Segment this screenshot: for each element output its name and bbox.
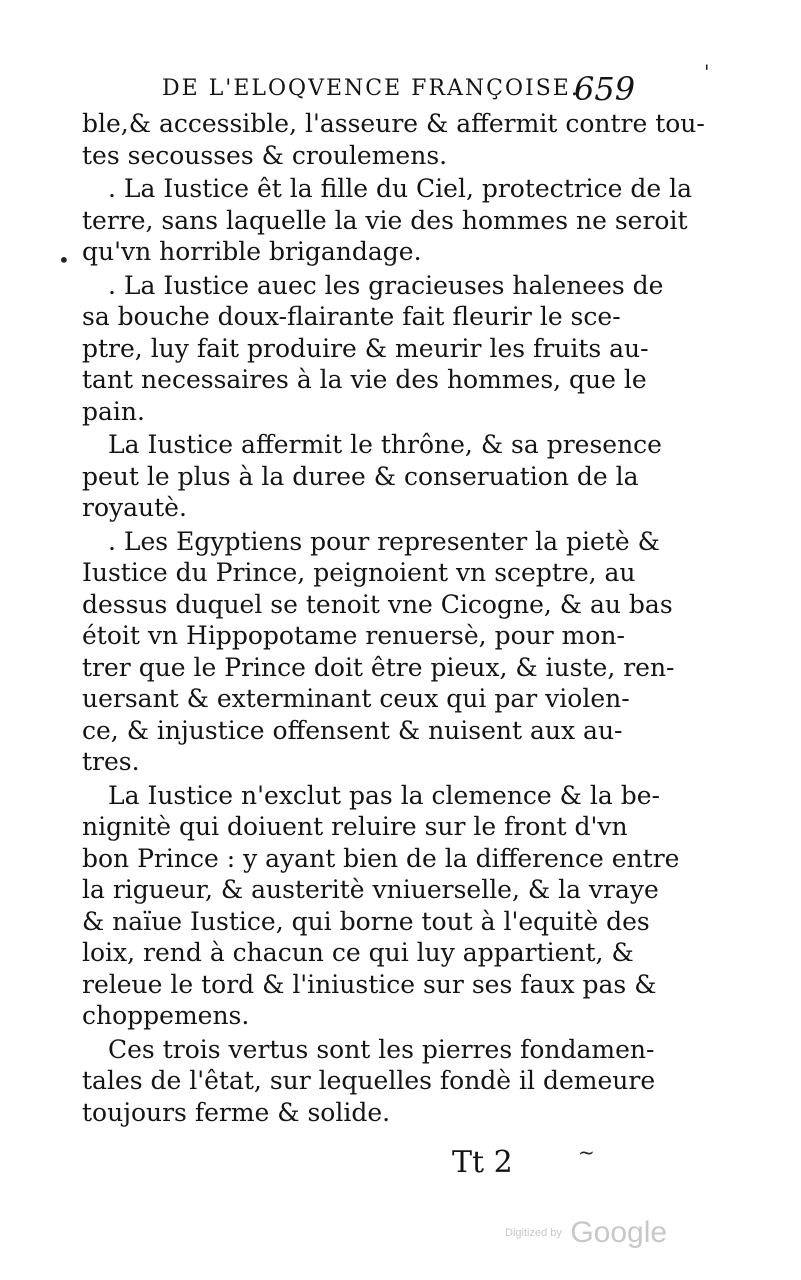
text-line: . Les Egyptiens pour representer la pietè &	[108, 526, 660, 556]
text-line: . La Iustice êt la fille du Ciel, protectrice de la	[108, 174, 693, 203]
text-line: ptre, luy fait produire & meurir les fruits au-	[82, 333, 649, 363]
text-line: royautè.	[82, 493, 187, 522]
text-line: tres.	[82, 747, 140, 776]
text-line: qu'vn horrible brigandage.	[82, 237, 422, 266]
text-line: dessus duquel se tenoit vne Cicogne, & au bas	[82, 589, 673, 619]
watermark-prefix: Digitized by	[505, 1227, 562, 1239]
text-line: La Iustice affermit le thrône, & sa presence	[108, 430, 662, 459]
watermark-brand: Google	[570, 1216, 668, 1249]
text-line: étoit vn Hippopotame renuersè, pour mon-	[82, 621, 625, 650]
text-line: sa bouche doux-flairante fait fleurir le sce-	[82, 302, 621, 331]
text-line: tant necessaires à la vie des hommes, que le	[82, 365, 647, 394]
text-line: ble,& accessible, l'asseure & affermit contre tou-	[82, 109, 705, 138]
text-line: loix, rend à chacun ce qui luy appartient, &	[82, 938, 634, 967]
text-line: tes secousses & croulemens.	[82, 140, 448, 170]
text-line: tales de l'êtat, sur lequelles fondè il demeure	[82, 1066, 656, 1095]
text-line: pain.	[82, 396, 145, 426]
page-number: 659	[574, 70, 636, 108]
body-text	[82, 108, 705, 1128]
text-line: peut le plus à la duree & conseruation de la	[82, 461, 639, 491]
stray-ink-mark: ~	[578, 1140, 595, 1164]
text-line: releue le tord & l'iniustice sur ses faux pas &	[82, 969, 657, 999]
text-line: & naïue Iustice, qui borne tout à l'equitè des	[82, 906, 650, 936]
text-line: ce, & injustice offensent & nuisent aux au-	[82, 715, 623, 745]
text-line: trer que le Prince doit être pieux, & iuste, ren-	[82, 652, 675, 682]
stray-ink-mark: •	[58, 248, 70, 272]
text-line: toujours ferme & solide.	[82, 1097, 391, 1127]
running-head: DE L'ELOQVENCE FRANÇOISE.	[162, 76, 580, 101]
text-line: la rigueur, & austeritè vniuerselle, & la vraye	[82, 875, 659, 904]
signature-mark: Tt 2	[452, 1145, 513, 1180]
digitization-watermark	[505, 1216, 667, 1250]
text-line: Ces trois vertus sont les pierres fondamen-	[108, 1034, 655, 1064]
page-header	[150, 70, 636, 112]
text-line: Iustice du Prince, peignoient vn sceptre, au	[82, 558, 636, 587]
text-line: La Iustice n'exclut pas la clemence & la be-	[108, 780, 660, 810]
stray-ink-mark: '	[704, 60, 710, 84]
text-line: . La Iustice auec les gracieuses halenees de	[108, 270, 664, 300]
text-line: choppemens.	[82, 1001, 250, 1030]
text-line: bon Prince : y ayant bien de la difference entre	[82, 843, 680, 873]
text-line: uersant & exterminant ceux qui par violen-	[82, 684, 630, 713]
text-line: terre, sans laquelle la vie des hommes ne seroit	[82, 205, 688, 235]
text-line: nignitè qui doiuent reluire sur le front d'vn	[82, 812, 628, 841]
